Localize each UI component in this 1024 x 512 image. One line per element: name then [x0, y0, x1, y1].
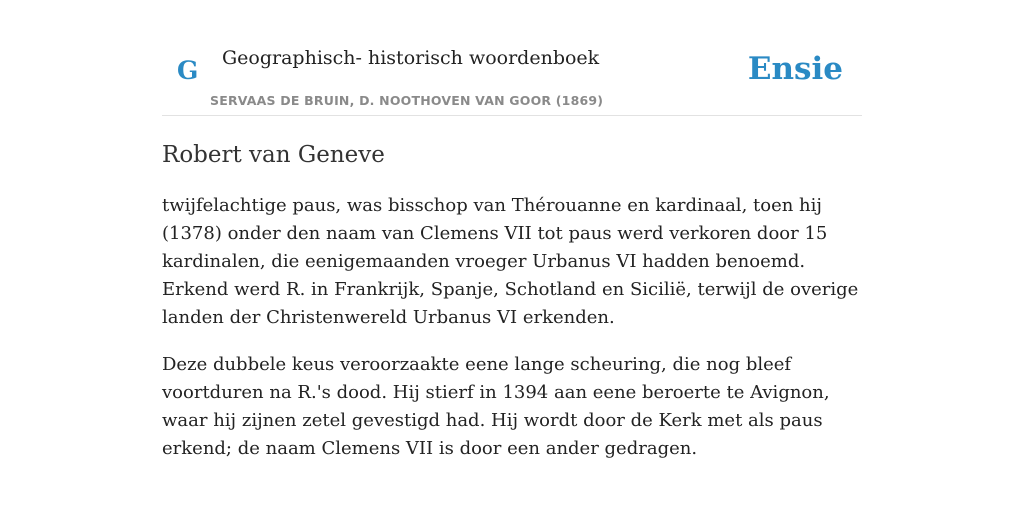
- entry-title: Robert van Geneve: [162, 142, 385, 168]
- book-letter-icon[interactable]: G: [177, 56, 199, 85]
- entry-body: [162, 192, 862, 482]
- ensie-logo-link[interactable]: Ensie: [747, 51, 843, 87]
- entry-paragraph: Deze dubbele keus veroorzaakte eene lange scheuring, die nog bleef voortduren na R.'s dood. Hij stierf in 1394 aan eene beroerte te Avignon, waar hij zijnen zetel gevestigd had. Hij wordt door de Kerk met als paus erkend; de naam Clemens VII is door een ander gedragen.: [162, 354, 830, 459]
- entry-paragraph: twijfelachtige paus, was bisschop van Thérouanne en kardinaal, toen hij (1378) onder den naam van Clemens VII tot paus werd verkoren door 15 kardinalen, die eenigemaanden vroeger Urbanus VI hadden benoemd. Erkend werd R. in Frankrijk, Spanje, Schotland en Sicilië, terwijl de overige landen der Christenwereld Urbanus VI erkenden.: [162, 195, 859, 328]
- book-header: [162, 36, 862, 116]
- book-authors: SERVAAS DE BRUIN, D. NOOTHOVEN VAN GOOR (1869): [210, 93, 604, 108]
- book-title[interactable]: Geographisch- historisch woordenboek: [222, 47, 600, 69]
